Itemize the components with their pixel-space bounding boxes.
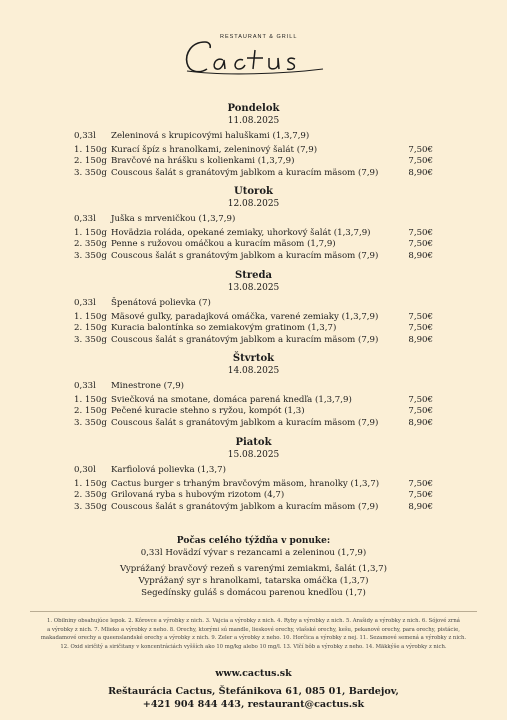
item-name: Pečené kuracie stehno s ryžou, kompót (1,3) — [111, 406, 305, 416]
item-name: Zeleninová s krupicovými haluškami (1,3,7,9) — [111, 131, 310, 141]
item-name: Bravčové na hrášku s kolienkami (1,3,7,9) — [111, 156, 295, 166]
item-name: Penne s ružovou omáčkou a kuracím mäsom (1,7,9) — [111, 239, 336, 249]
contact-line: +421 904 844 443, restaurant@cactus.sk — [142, 699, 365, 710]
weekly-offer-title: Počas celého týždňa v ponuke: — [176, 536, 331, 546]
restaurant-logo — [0, 0, 507, 90]
item-name: Mäsové guľky, paradajková omáčka, varené zemiaky (1,3,7,9) — [111, 311, 379, 322]
item-name: Couscous šalát s granátovým jablkom a kuracím mäsom (7,9) — [111, 501, 379, 512]
menu-item-row — [0, 168, 507, 179]
item-quantity: 1. 150g — [74, 394, 107, 405]
divider — [30, 611, 477, 612]
item-price: 8,90€ — [408, 334, 433, 345]
allergen-line: makadamové orechy a queenslandské orechy a výrobky z nich. 9. Zeler a výrobky z neho. 10. Horčica a výrobky z nej. 11. Sezamové semená a výrobky z nich. — [40, 635, 467, 642]
day-name: Streda — [235, 270, 272, 281]
cactus-logo-wordmark — [183, 36, 333, 78]
item-name: Grilovaná ryba s hubovým rizotom (4,7) — [111, 490, 285, 500]
item-quantity: 3. 350g — [74, 501, 107, 512]
day-name: Utorok — [234, 186, 273, 197]
allergen-line: 1. Obilniny obsahujúce lepok. 2. Kôrovce a výrobky z nich. 3. Vajcia a výrobky z nich. 4. Ryby a výrobky z nich. 5. Arašidy a výrobky z nich. 6. Sójové zrná — [47, 618, 460, 624]
weekly-offer-item: Segedínsky guláš s domácou parenou knedľou (1,7) — [141, 588, 366, 598]
item-quantity: 0,33l — [74, 381, 96, 391]
item-price: 7,50€ — [408, 311, 433, 322]
day-date: 14.08.2025 — [227, 366, 280, 376]
item-name: Karfiolová polievka (1,3,7) — [111, 465, 226, 475]
menu-item-row — [0, 502, 507, 513]
allergen-legend — [22, 617, 485, 651]
soup-row — [0, 298, 507, 309]
soup-row — [0, 465, 507, 476]
item-quantity: 2. 350g — [74, 239, 107, 249]
item-name: Minestrone (7,9) — [111, 381, 185, 391]
allergen-line: a výrobky z nich. 7. Mlieko a výrobky z neho. 8. Orechy, ktorými sú mandle, lieskové orechy, vlašské orechy, kešu, pekanové orechy, para orechy, pistácie, — [47, 626, 460, 633]
item-quantity: 2. 350g — [74, 490, 107, 500]
menu-item-row — [0, 145, 507, 156]
item-quantity: 0,33l — [74, 214, 96, 224]
day-name: Štvrtok — [232, 353, 275, 364]
item-name: Sviečková na smotane, domáca parená knedľa (1,3,7,9) — [111, 394, 352, 405]
day-date: 11.08.2025 — [227, 116, 280, 126]
menu-item-row — [0, 323, 507, 334]
item-price: 7,50€ — [408, 394, 433, 405]
menu-item-row — [0, 251, 507, 262]
item-quantity: 0,33l — [74, 298, 96, 308]
logo-tagline: RESTAURANT & GRILL — [220, 34, 298, 40]
footer-address — [0, 685, 507, 711]
item-quantity: 1. 150g — [74, 311, 107, 322]
menu-item-row — [0, 395, 507, 406]
item-price: 8,90€ — [408, 501, 433, 512]
item-name: Couscous šalát s granátovým jablkom a kuracím mäsom (7,9) — [111, 167, 379, 178]
allergen-line: 12. Oxid siričitý a siričitany v koncentráciách vyšších ako 10 mg/kg alebo 10 mg/l. 13. Vlčí bôb a výrobky z neho. 14. Mäkkýše a výrobky z nich. — [60, 643, 447, 650]
menu-item-row — [0, 312, 507, 323]
item-quantity: 2. 150g — [74, 323, 107, 333]
item-price: 7,50€ — [408, 406, 433, 416]
menu-item-row — [0, 490, 507, 501]
item-price: 7,50€ — [408, 490, 433, 500]
item-quantity: 3. 350g — [74, 334, 107, 345]
item-quantity: 0,33l — [74, 131, 96, 141]
item-price: 7,50€ — [408, 323, 433, 333]
item-quantity: 0,30l — [74, 465, 96, 475]
menu-item-row — [0, 156, 507, 167]
item-name: Couscous šalát s granátovým jablkom a kuracím mäsom (7,9) — [111, 417, 379, 428]
item-price: 7,50€ — [408, 239, 433, 249]
item-price: 7,50€ — [408, 156, 433, 166]
item-quantity: 1. 150g — [74, 144, 107, 155]
soup-row — [0, 131, 507, 142]
item-price: 7,50€ — [408, 478, 433, 489]
item-quantity: 2. 150g — [74, 156, 107, 166]
weekly-offer-item: Vyprážaný syr s hranolkami, tatarska omáčka (1,3,7) — [138, 576, 369, 586]
item-price: 8,90€ — [408, 167, 433, 178]
menu-item-row — [0, 479, 507, 490]
menu-item-row — [0, 228, 507, 239]
item-quantity: 1. 150g — [74, 227, 107, 238]
menu-item-row — [0, 418, 507, 429]
item-price: 7,50€ — [408, 227, 433, 238]
website-link[interactable]: www.cactus.sk — [215, 668, 292, 679]
item-name: Kurací špíz s hranolkami, zeleninový šalát (7,9) — [111, 144, 318, 155]
day-date: 12.08.2025 — [227, 199, 280, 209]
soup-row — [0, 381, 507, 392]
item-name: Cactus burger s trhaným bravčovým mäsom, hranolky (1,3,7) — [111, 478, 380, 489]
address-line: Reštaurácia Cactus, Štefánikova 61, 085 01, Bardejov, — [108, 686, 399, 697]
item-price: 7,50€ — [408, 144, 433, 155]
day-name: Pondelok — [227, 103, 280, 114]
item-price: 8,90€ — [408, 417, 433, 428]
day-date: 13.08.2025 — [227, 283, 280, 293]
item-name: Juška s mrveničkou (1,3,7,9) — [111, 214, 236, 224]
item-quantity: 1. 150g — [74, 478, 107, 489]
item-quantity: 2. 150g — [74, 406, 107, 416]
menu-item-row — [0, 406, 507, 417]
item-name: Kuracia balontínka so zemiakovým gratinom (1,3,7) — [111, 323, 337, 333]
soup-row — [0, 214, 507, 225]
weekly-offer-item: 0,33l Hovädzí vývar s rezancami a zeleninou (1,7,9) — [140, 548, 367, 558]
menu-item-row — [0, 335, 507, 346]
item-name: Couscous šalát s granátovým jablkom a kuracím mäsom (7,9) — [111, 250, 379, 261]
item-price: 8,90€ — [408, 250, 433, 261]
weekly-offer-item: Vyprážaný bravčový rezeň s varenými zemiakmi, šalát (1,3,7) — [119, 564, 387, 574]
item-quantity: 3. 350g — [74, 250, 107, 261]
day-name: Piatok — [235, 437, 272, 448]
item-quantity: 3. 350g — [74, 167, 107, 178]
item-name: Couscous šalát s granátovým jablkom a kuracím mäsom (7,9) — [111, 334, 379, 345]
item-quantity: 3. 350g — [74, 417, 107, 428]
item-name: Hovädzia roláda, opekané zemiaky, uhorkový šalát (1,3,7,9) — [111, 227, 371, 238]
day-date: 15.08.2025 — [227, 450, 280, 460]
item-name: Špenátová polievka (7) — [111, 298, 211, 308]
menu-item-row — [0, 239, 507, 250]
